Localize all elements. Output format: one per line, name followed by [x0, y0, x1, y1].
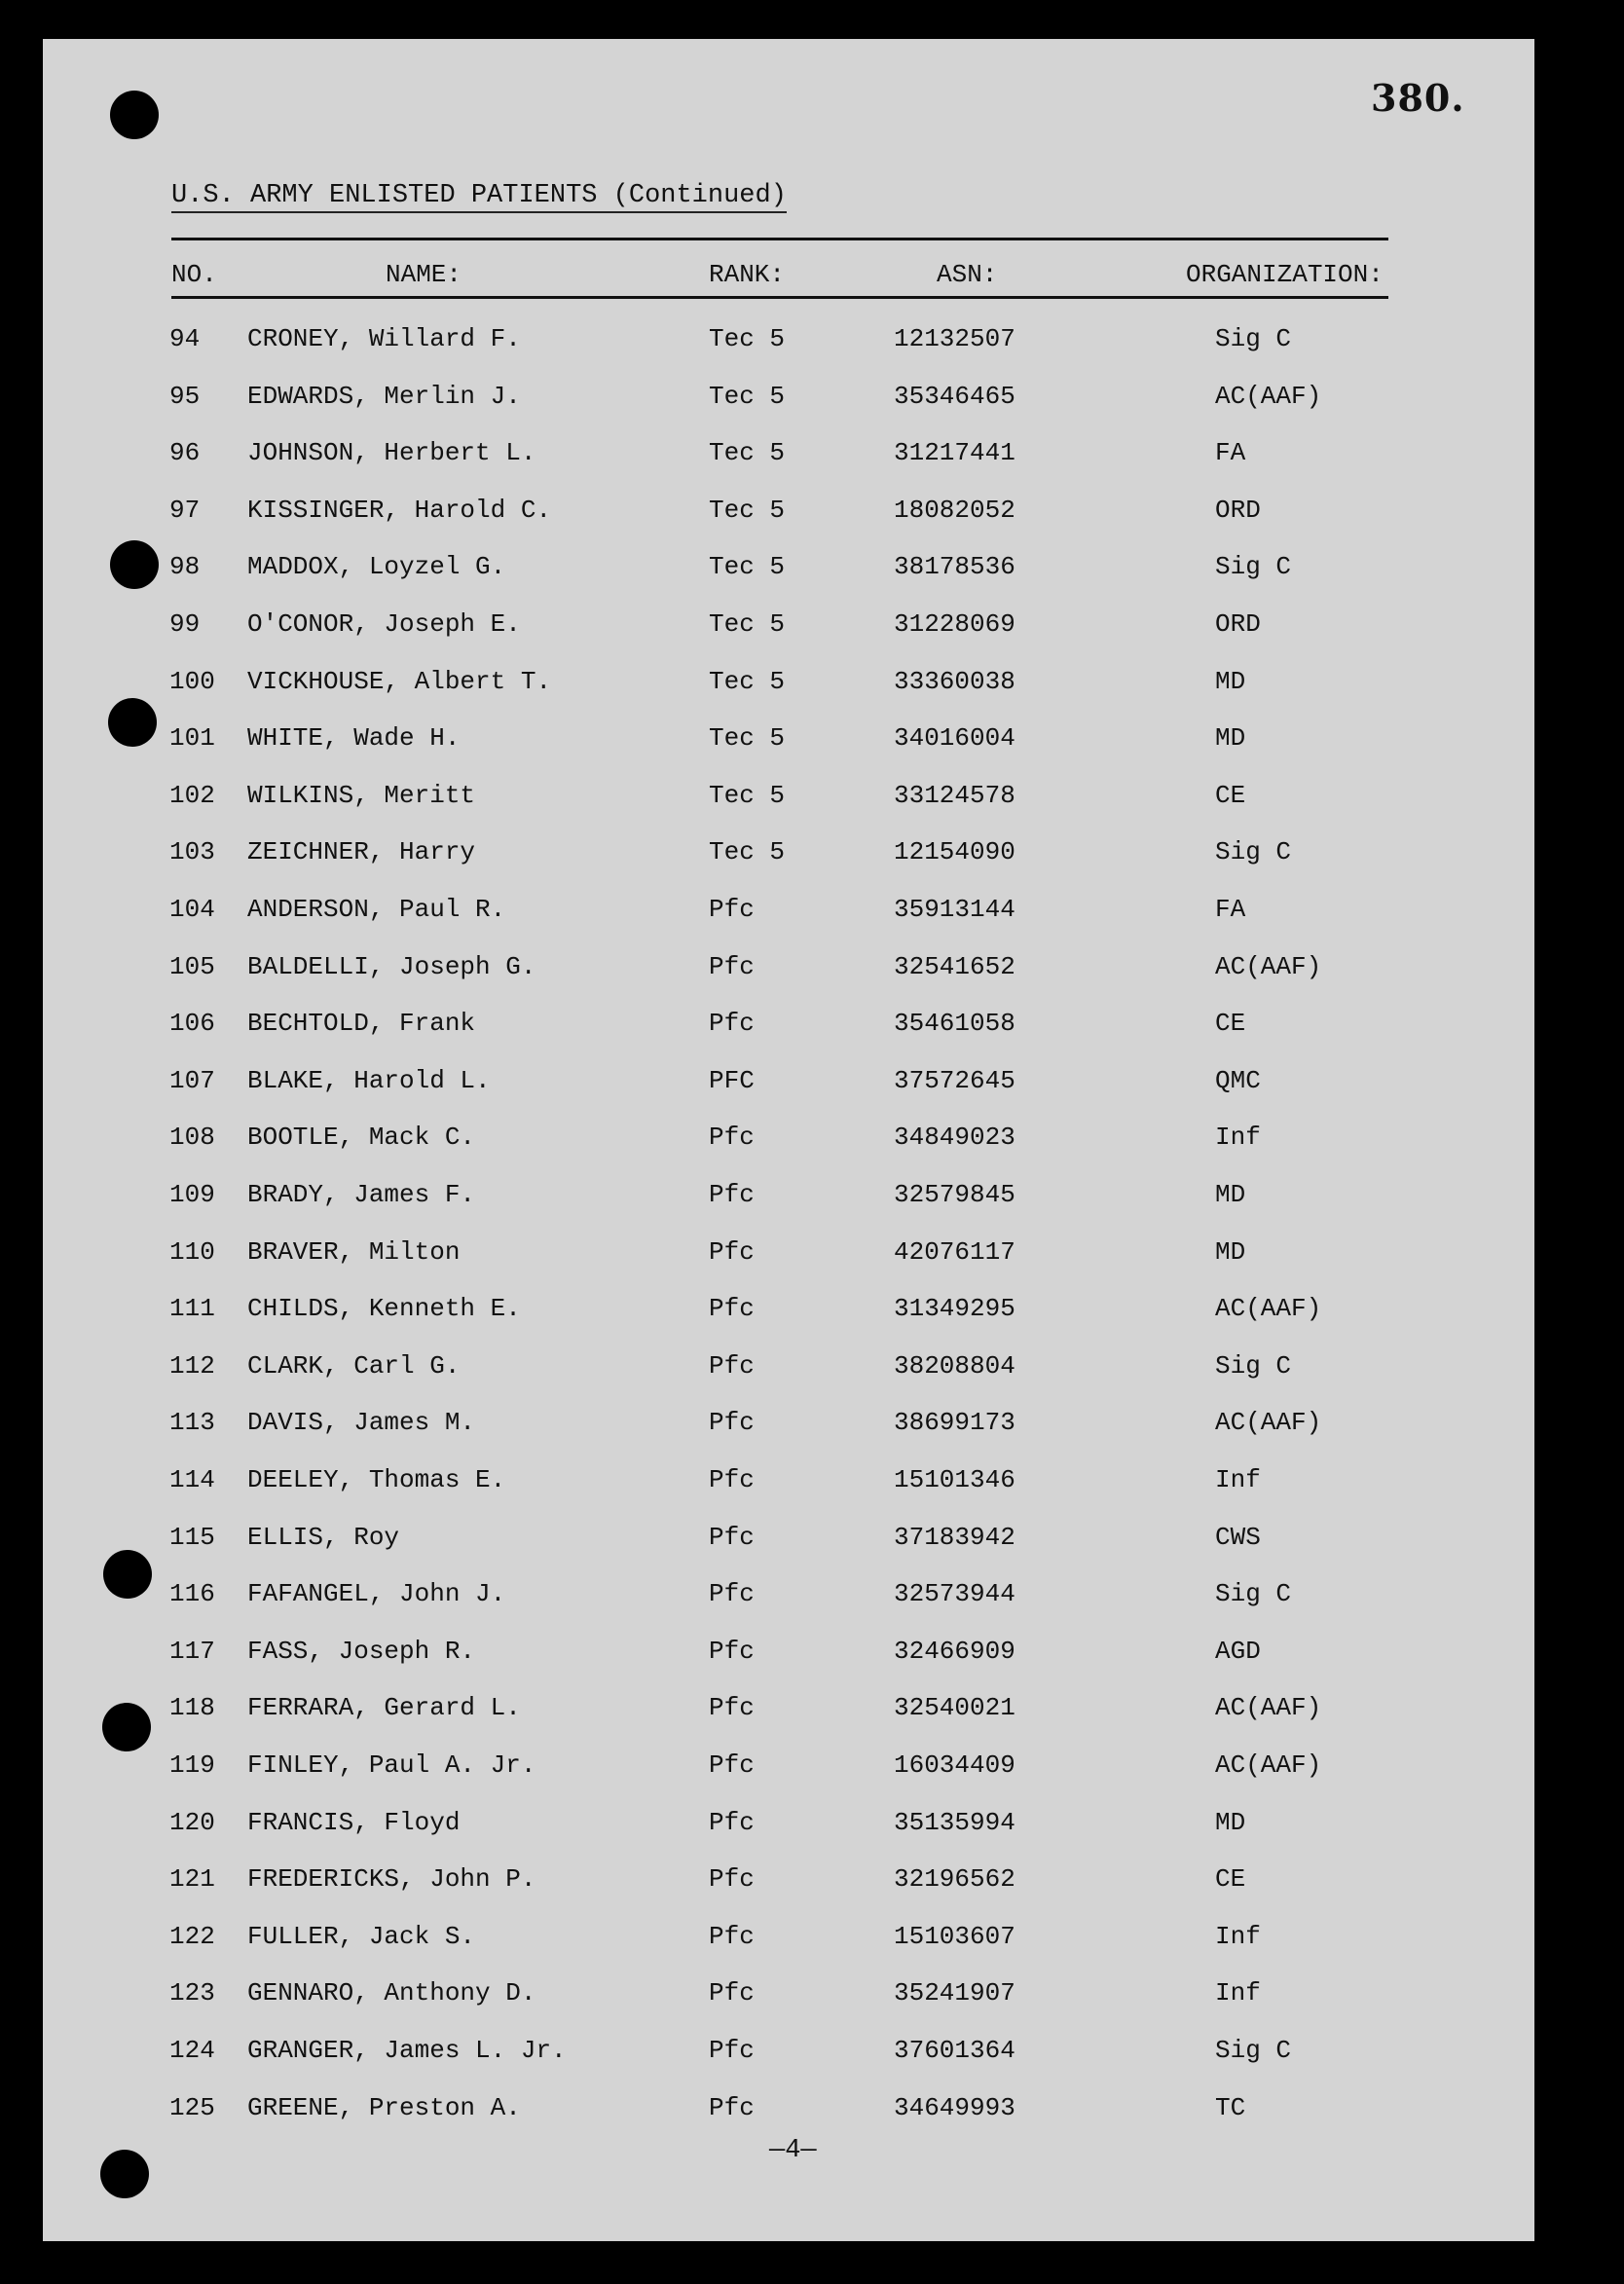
patient-rank: Pfc — [709, 1637, 755, 1666]
patient-asn: 32466909 — [894, 1637, 1015, 1666]
row-number: 114 — [169, 1465, 215, 1494]
table-row — [0, 1864, 1624, 1921]
patient-name: BRADY, James F. — [247, 1180, 476, 1209]
table-row — [0, 1009, 1624, 1065]
table-row — [0, 1237, 1624, 1294]
patient-asn: 32541652 — [894, 952, 1015, 981]
patient-rank: Pfc — [709, 1750, 755, 1780]
row-number: 122 — [169, 1922, 215, 1951]
patient-organization: ORD — [1215, 609, 1261, 639]
patient-asn: 32573944 — [894, 1579, 1015, 1608]
row-number: 119 — [169, 1750, 215, 1780]
table-row — [0, 1750, 1624, 1807]
patient-name: FREDERICKS, John P. — [247, 1864, 536, 1894]
column-header-name: NAME: — [386, 260, 462, 289]
binder-hole — [100, 2150, 149, 2198]
patient-organization: QMC — [1215, 1066, 1261, 1095]
patient-asn: 34016004 — [894, 723, 1015, 753]
row-number: 97 — [169, 496, 201, 525]
row-number: 120 — [169, 1808, 215, 1837]
patient-organization: MD — [1215, 1180, 1246, 1209]
patient-rank: Pfc — [709, 1978, 755, 2008]
patient-rank: Tec 5 — [709, 781, 786, 810]
patient-rank: Pfc — [709, 1922, 755, 1951]
patient-organization: AC(AAF) — [1215, 952, 1322, 981]
table-row — [0, 1693, 1624, 1750]
patient-name: BALDELLI, Joseph G. — [247, 952, 536, 981]
patient-rank: Pfc — [709, 1808, 755, 1837]
patient-asn: 38178536 — [894, 552, 1015, 581]
patient-organization: CWS — [1215, 1523, 1261, 1552]
patient-rank: PFC — [709, 1066, 755, 1095]
patient-name: FULLER, Jack S. — [247, 1922, 476, 1951]
patient-name: FRANCIS, Floyd — [247, 1808, 461, 1837]
patient-asn: 35346465 — [894, 382, 1015, 411]
patient-asn: 32196562 — [894, 1864, 1015, 1894]
patient-asn: 15101346 — [894, 1465, 1015, 1494]
patient-organization: ORD — [1215, 496, 1261, 525]
row-number: 111 — [169, 1294, 215, 1323]
row-number: 108 — [169, 1123, 215, 1152]
patient-name: DEELEY, Thomas E. — [247, 1465, 506, 1494]
patient-organization: Sig C — [1215, 324, 1292, 353]
patient-organization: Sig C — [1215, 2036, 1292, 2065]
header-rule-top — [171, 238, 1388, 240]
row-number: 124 — [169, 2036, 215, 2065]
row-number: 117 — [169, 1637, 215, 1666]
patient-organization: Sig C — [1215, 1351, 1292, 1381]
patient-rank: Pfc — [709, 1693, 755, 1722]
patient-asn: 33360038 — [894, 667, 1015, 696]
patient-asn: 32579845 — [894, 1180, 1015, 1209]
column-header-asn: ASN: — [937, 260, 998, 289]
patient-name: FINLEY, Paul A. Jr. — [247, 1750, 536, 1780]
patient-organization: Inf — [1215, 1922, 1261, 1951]
patient-name: KISSINGER, Harold C. — [247, 496, 552, 525]
patient-name: JOHNSON, Herbert L. — [247, 438, 536, 467]
table-row — [0, 667, 1624, 723]
patient-organization: Inf — [1215, 1123, 1261, 1152]
header-rule-bottom — [171, 296, 1388, 299]
patient-organization: MD — [1215, 1808, 1246, 1837]
table-row — [0, 1351, 1624, 1408]
patient-asn: 18082052 — [894, 496, 1015, 525]
patient-name: BRAVER, Milton — [247, 1237, 461, 1267]
patient-asn: 34649993 — [894, 2093, 1015, 2122]
patient-asn: 31217441 — [894, 438, 1015, 467]
patient-name: BECHTOLD, Frank — [247, 1009, 476, 1038]
patient-rank: Pfc — [709, 1579, 755, 1608]
column-header-organization: ORGANIZATION: — [1186, 260, 1384, 289]
patient-rank: Pfc — [709, 1009, 755, 1038]
patient-rank: Pfc — [709, 2093, 755, 2122]
patient-rank: Tec 5 — [709, 324, 786, 353]
patient-rank: Tec 5 — [709, 438, 786, 467]
patient-asn: 31228069 — [894, 609, 1015, 639]
patient-rank: Pfc — [709, 1237, 755, 1267]
row-number: 109 — [169, 1180, 215, 1209]
patient-asn: 37183942 — [894, 1523, 1015, 1552]
row-number: 105 — [169, 952, 215, 981]
patient-name: BOOTLE, Mack C. — [247, 1123, 476, 1152]
table-row — [0, 552, 1624, 608]
patient-organization: MD — [1215, 723, 1246, 753]
patient-rank: Pfc — [709, 1123, 755, 1152]
row-number: 115 — [169, 1523, 215, 1552]
patient-name: DAVIS, James M. — [247, 1408, 476, 1437]
patient-organization: Sig C — [1215, 552, 1292, 581]
patient-asn: 31349295 — [894, 1294, 1015, 1323]
patient-name: GREENE, Preston A. — [247, 2093, 521, 2122]
patient-asn: 12132507 — [894, 324, 1015, 353]
patient-asn: 35913144 — [894, 895, 1015, 924]
patient-organization: CE — [1215, 1864, 1246, 1894]
table-row — [0, 952, 1624, 1009]
patient-organization: TC — [1215, 2093, 1246, 2122]
patient-organization: Inf — [1215, 1978, 1261, 2008]
binder-hole — [110, 91, 159, 139]
patient-name: FAFANGEL, John J. — [247, 1579, 506, 1608]
row-number: 102 — [169, 781, 215, 810]
patient-organization: FA — [1215, 438, 1246, 467]
table-row — [0, 1465, 1624, 1522]
row-number: 107 — [169, 1066, 215, 1095]
patient-name: CHILDS, Kenneth E. — [247, 1294, 521, 1323]
document-title: U.S. ARMY ENLISTED PATIENTS (Continued) — [171, 181, 787, 213]
row-number: 104 — [169, 895, 215, 924]
row-number: 125 — [169, 2093, 215, 2122]
patient-name: FERRARA, Gerard L. — [247, 1693, 521, 1722]
patient-name: VICKHOUSE, Albert T. — [247, 667, 552, 696]
table-row — [0, 1579, 1624, 1636]
column-header-rank: RANK: — [709, 260, 786, 289]
table-row — [0, 1808, 1624, 1864]
patient-rank: Tec 5 — [709, 837, 786, 866]
row-number: 118 — [169, 1693, 215, 1722]
patient-name: EDWARDS, Merlin J. — [247, 382, 521, 411]
page-footer: —4— — [769, 2136, 817, 2165]
patient-rank: Pfc — [709, 952, 755, 981]
row-number: 96 — [169, 438, 201, 467]
patient-name: ZEICHNER, Harry — [247, 837, 476, 866]
row-number: 106 — [169, 1009, 215, 1038]
table-row — [0, 1180, 1624, 1236]
row-number: 116 — [169, 1579, 215, 1608]
page-number: 380. — [1371, 76, 1465, 120]
patient-organization: AC(AAF) — [1215, 1693, 1322, 1722]
row-number: 100 — [169, 667, 215, 696]
patient-organization: AC(AAF) — [1215, 382, 1322, 411]
patient-asn: 42076117 — [894, 1237, 1015, 1267]
row-number: 110 — [169, 1237, 215, 1267]
patient-organization: Inf — [1215, 1465, 1261, 1494]
patient-rank: Pfc — [709, 1408, 755, 1437]
patient-name: WHITE, Wade H. — [247, 723, 461, 753]
table-row — [0, 324, 1624, 381]
patient-organization: MD — [1215, 667, 1246, 696]
table-row — [0, 781, 1624, 837]
patient-organization: Sig C — [1215, 1579, 1292, 1608]
patient-organization: CE — [1215, 781, 1246, 810]
patient-rank: Pfc — [709, 1523, 755, 1552]
table-row — [0, 837, 1624, 894]
patient-asn: 35461058 — [894, 1009, 1015, 1038]
patient-rank: Pfc — [709, 1864, 755, 1894]
patient-asn: 16034409 — [894, 1750, 1015, 1780]
patient-rank: Tec 5 — [709, 667, 786, 696]
patient-organization: Sig C — [1215, 837, 1292, 866]
patient-name: MADDOX, Loyzel G. — [247, 552, 506, 581]
row-number: 112 — [169, 1351, 215, 1381]
table-row — [0, 2036, 1624, 2092]
patient-rank: Pfc — [709, 2036, 755, 2065]
patient-organization: CE — [1215, 1009, 1246, 1038]
patient-rank: Tec 5 — [709, 496, 786, 525]
row-number: 95 — [169, 382, 201, 411]
table-row — [0, 1066, 1624, 1123]
patient-rank: Pfc — [709, 1351, 755, 1381]
patient-organization: AC(AAF) — [1215, 1408, 1322, 1437]
row-number: 121 — [169, 1864, 215, 1894]
patient-rank: Tec 5 — [709, 552, 786, 581]
table-row — [0, 496, 1624, 552]
patient-name: GRANGER, James L. Jr. — [247, 2036, 567, 2065]
patient-asn: 37572645 — [894, 1066, 1015, 1095]
patient-asn: 35135994 — [894, 1808, 1015, 1837]
patient-name: GENNARO, Anthony D. — [247, 1978, 536, 2008]
patient-organization: AC(AAF) — [1215, 1294, 1322, 1323]
table-row — [0, 1523, 1624, 1579]
patient-rank: Pfc — [709, 895, 755, 924]
patient-asn: 32540021 — [894, 1693, 1015, 1722]
column-header-no: NO. — [171, 260, 217, 289]
patient-asn: 38699173 — [894, 1408, 1015, 1437]
table-row — [0, 382, 1624, 438]
patient-rank: Tec 5 — [709, 382, 786, 411]
patient-name: BLAKE, Harold L. — [247, 1066, 491, 1095]
table-row — [0, 1922, 1624, 1978]
table-row — [0, 1637, 1624, 1693]
patient-name: WILKINS, Meritt — [247, 781, 476, 810]
patient-asn: 12154090 — [894, 837, 1015, 866]
row-number: 103 — [169, 837, 215, 866]
row-number: 101 — [169, 723, 215, 753]
patient-rank: Pfc — [709, 1180, 755, 1209]
table-row — [0, 895, 1624, 951]
row-number: 123 — [169, 1978, 215, 2008]
patient-asn: 35241907 — [894, 1978, 1015, 2008]
patient-asn: 38208804 — [894, 1351, 1015, 1381]
patient-rank: Pfc — [709, 1465, 755, 1494]
patient-name: FASS, Joseph R. — [247, 1637, 476, 1666]
table-row — [0, 609, 1624, 666]
row-number: 99 — [169, 609, 201, 639]
table-row — [0, 1294, 1624, 1350]
patient-asn: 33124578 — [894, 781, 1015, 810]
patient-name: ELLIS, Roy — [247, 1523, 400, 1552]
table-row — [0, 723, 1624, 780]
patient-name: ANDERSON, Paul R. — [247, 895, 506, 924]
table-row — [0, 1123, 1624, 1179]
patient-rank: Tec 5 — [709, 609, 786, 639]
row-number: 94 — [169, 324, 201, 353]
patient-asn: 15103607 — [894, 1922, 1015, 1951]
patient-organization: FA — [1215, 895, 1246, 924]
patient-organization: MD — [1215, 1237, 1246, 1267]
patient-rank: Pfc — [709, 1294, 755, 1323]
patient-organization: AC(AAF) — [1215, 1750, 1322, 1780]
row-number: 113 — [169, 1408, 215, 1437]
patient-rank: Tec 5 — [709, 723, 786, 753]
patient-asn: 34849023 — [894, 1123, 1015, 1152]
patient-asn: 37601364 — [894, 2036, 1015, 2065]
table-row — [0, 1978, 1624, 2035]
patient-organization: AGD — [1215, 1637, 1261, 1666]
patient-name: O'CONOR, Joseph E. — [247, 609, 521, 639]
patient-name: CLARK, Carl G. — [247, 1351, 461, 1381]
table-row — [0, 1408, 1624, 1464]
patient-name: CRONEY, Willard F. — [247, 324, 521, 353]
table-row — [0, 438, 1624, 495]
row-number: 98 — [169, 552, 201, 581]
